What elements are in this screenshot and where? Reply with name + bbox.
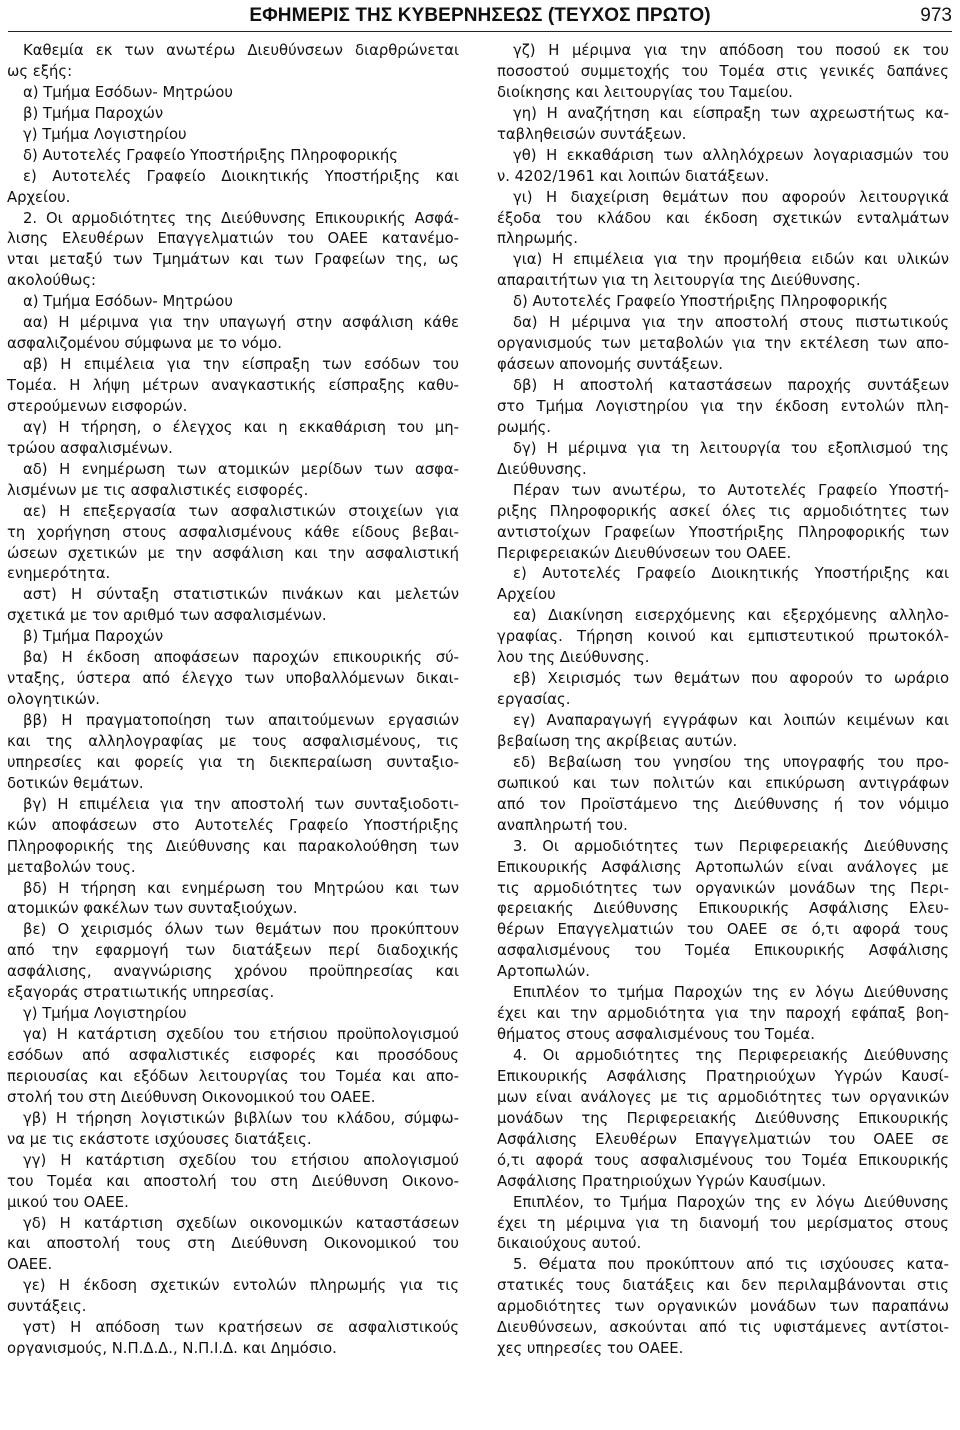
text-line: θήματος στους ασφαλισμένους του Τομέα. <box>497 1026 815 1044</box>
text-line: γβ) Η τήρηση λογιστικών βιβλίων του κλάδου, σύμφω- <box>23 1109 459 1127</box>
text-line: ββ) Η πραγματοποίηση των απαιτούμενων εργασιών <box>23 712 459 729</box>
text-line: από τον Προϊστάμενο της Διεύθυνσης ή τον νόμιμο <box>497 795 949 813</box>
text-line: ε) Αυτοτελές Γραφείο Διοικητικής Υποστήριξης και <box>23 167 459 185</box>
text-line: από την εφαρμογή των διατάξεων περί διαδοχικής <box>7 942 459 960</box>
text-line: διοίκησης και λειτουργίας του Ταμείου. <box>497 83 793 101</box>
text-line: Επιπλέον το τμήμα Παροχών της εν λόγω Διεύθυνσης <box>513 984 949 1002</box>
text-line: δ) Αυτοτελές Γραφείο Υποστήριξης Πληροφορικής <box>513 293 888 311</box>
text-line: δα) Η μέριμνα για την αποστολή στους πιστωτικούς <box>513 314 949 332</box>
text-line: ακολούθως: <box>7 272 97 290</box>
text-line: ρωμής. <box>497 418 551 436</box>
text-line: βε) Ο χειρισμός όλων των θεμάτων που προκύπτουν <box>23 921 459 939</box>
text-line: δ) Αυτοτελές Γραφείο Υποστήριξης Πληροφορικής <box>23 146 398 164</box>
text-line: εβ) Χειρισμός των θεμάτων που αφορούν το ωράριο <box>513 670 949 688</box>
text-line: μικού του ΟΑΕΕ. <box>7 1193 129 1211</box>
text-line: ενημερότητα. <box>7 565 111 583</box>
page-header <box>0 0 960 32</box>
text-line: ασφαλισμένους του Τομέα Επικουρικής Ασφάλισης <box>497 942 949 960</box>
text-line: θέρων Επαγγελματιών του ΟΑΕΕ σε ό,τι αφορά τους <box>497 921 949 939</box>
text-line: γ) Τμήμα Λογιστηρίου <box>23 125 187 143</box>
text-line: εσόδων από ασφαλιστικές εισφορές και προσόδους <box>7 1047 459 1064</box>
text-line: λισμένων με τις ασφαλιστικές εισφορές. <box>7 481 309 499</box>
text-line: αα) Η μέριμνα για την υπαγωγή στην ασφάλιση κάθε <box>23 314 459 332</box>
text-line: εδ) Βεβαίωση του γνησίου της υπογραφής του προ- <box>513 753 949 771</box>
text-line: ασφαλιζομένου σύμφωνα με το νόμο. <box>7 335 283 353</box>
text-line: αναπληρωτή του. <box>497 816 628 834</box>
text-line: ν. 4202/1961 και λοιπών διατάξεων. <box>497 167 770 185</box>
text-line: και της αλληλογραφίας με τους ασφαλισμένους, τις <box>7 732 459 750</box>
text-line: 2. Οι αρμοδιότητες της Διεύθυνσης Επικουρικής Ασφά- <box>23 209 459 227</box>
text-line: φερειακής Διεύθυνσης Επικουρικής Ασφάλισης Ελευ- <box>497 900 949 918</box>
text-line: Ασφάλισης Ελευθέρων Επαγγελματιών του ΟΑΕΕ σε <box>497 1130 949 1148</box>
text-line: Πληροφορικής της Διεύθυνσης και παρακολούθηση των <box>7 837 459 855</box>
text-line: μεταβολών τους. <box>7 858 136 876</box>
text-line: εργασίας. <box>497 691 571 709</box>
right-text-column <box>497 41 949 1360</box>
text-line: γραφίας. Τήρηση κοινού και εμπιστευτικού πρωτοκόλ- <box>497 628 949 646</box>
text-line: νταξης, ύστερα από έλεγχο των υποβαλλόμενων δικαι- <box>7 670 459 688</box>
text-line: γι) Η διαχείριση θεμάτων που αφορούν λειτουργικά <box>513 188 949 206</box>
text-line: Περιφερειακών Διευθύνσεων του ΟΑΕΕ. <box>497 544 792 562</box>
text-line: στο Τμήμα Λογιστηρίου για την έκδοση εντολών πλη- <box>497 397 949 415</box>
text-line: δβ) Η αποστολή καταστάσεων παροχής συντάξεων <box>513 377 949 394</box>
left-text-column <box>7 41 459 1360</box>
text-line: στολή του στη Διεύθυνση Οικονομικού του ΟΑΕΕ. <box>7 1088 376 1106</box>
text-line: μων είναι ανάλογες με τις αρμοδιότητες των οργανικών <box>497 1088 949 1106</box>
text-line: γγ) Η κατάρτιση σχεδίου του ετήσιου απολογισμού <box>23 1151 459 1169</box>
text-line: μονάδων της Περιφερειακής Διεύθυνσης Επικουρικής <box>497 1109 949 1127</box>
text-line: χες υπηρεσίες του ΟΑΕΕ. <box>497 1340 684 1358</box>
text-line: πληρωμής. <box>497 230 579 248</box>
text-line: περιουσίας και εξόδων λειτουργίας του Τομέα και απο- <box>7 1067 459 1085</box>
text-line: έχει και την αρμοδιότητα για την παροχή εφάπαξ βοη- <box>497 1005 949 1023</box>
text-line: βδ) Η τήρηση και ενημέρωση του Μητρώου και των <box>23 879 459 897</box>
text-line: 5. Θέματα που προκύπτουν από τις ισχύουσες κατα- <box>513 1256 949 1274</box>
text-line: γε) Η έκδοση σχετικών εντολών πληρωμής για τις <box>23 1277 459 1295</box>
text-line: σωπικού και των πολιτών και επικύρωση αντιγράφων <box>497 774 949 792</box>
text-line: Επικουρικής Ασφάλισης Πρατηριούχων Υγρών Καυσί- <box>497 1067 949 1085</box>
text-line: του Τομέα και αποστολή του στη Διεύθυνση Οικονο- <box>7 1172 459 1190</box>
text-line: Διευθύνσεων, ασκούνται από τις υφιστάμενες αντίστοι- <box>497 1319 949 1337</box>
text-line: γη) Η αναζήτηση και είσπραξη των αχρεωστήτως κα- <box>513 104 949 122</box>
text-line: α) Τμήμα Εσόδων- Μητρώου <box>23 293 233 311</box>
text-line: εξαγοράς στρατιωτικής υπηρεσίας. <box>7 984 275 1002</box>
text-line: τρώου ασφαλισμένων. <box>7 439 173 457</box>
text-line: Διεύθυνσης. <box>497 460 587 478</box>
text-line: ό,τι αφορά τους ασφαλισμένους του Τομέα Επικουρικής <box>497 1151 949 1169</box>
text-line: αγ) Η τήρηση, ο έλεγχος και η εκκαθάριση του μη- <box>23 418 459 436</box>
text-line: εγ) Αναπαραγωγή εγγράφων και λοιπών κειμένων και <box>513 712 949 729</box>
text-line: ατομικών φακέλων των συνταξιούχων. <box>7 900 298 918</box>
text-line: να με τις εκάστοτε ισχύουσες διατάξεις. <box>7 1130 312 1148</box>
text-line: γ) Τμήμα Λογιστηρίου <box>23 1005 187 1023</box>
text-line: β) Τμήμα Παροχών <box>23 104 164 122</box>
text-line: κών αποφάσεων στο Αυτοτελές Γραφείο Υποστήριξης <box>7 816 459 834</box>
text-line: αβ) Η επιμέλεια για την είσπραξη των εσόδων του <box>23 356 459 374</box>
text-line: γθ) Η εκκαθάριση των αλληλόχρεων λογαριασμών του <box>513 146 949 164</box>
text-line: στερούμενων εισφορών. <box>7 397 188 415</box>
text-line: Ασφάλισης Πρατηριούχων Υγρών Καυσίμων. <box>497 1172 827 1190</box>
text-line: ριξης Πληροφορικής ασκεί όλες τις αρμοδιότητες των <box>497 502 949 520</box>
text-line: και αποστολή τους στη Διεύθυνση Οικονομικού του <box>7 1235 459 1253</box>
text-line: Καθεμία εκ των ανωτέρω Διευθύνσεων διαρθρώνεται <box>23 42 459 59</box>
text-line: αντιστοίχων Γραφείων Υποστήριξης Πληροφορικής των <box>497 523 949 541</box>
text-line: δικαιούχους αυτού. <box>497 1235 642 1253</box>
text-line: ώσεων σχετικών με την ασφάλιση και την ασφαλιστική <box>7 544 459 562</box>
text-line: β) Τμήμα Παροχών <box>23 628 164 646</box>
gazette-title: ΕΦΗΜΕΡΙΣ ΤΗΣ ΚΥΒΕΡΝΗΣΕΩΣ (ΤΕΥΧΟΣ ΠΡΩΤΟ) <box>249 5 711 26</box>
text-line: ποσοστού συμμετοχής του Τομέα στις γενικές δαπάνες <box>497 62 949 80</box>
page-number: 973 <box>920 5 952 26</box>
text-line: λου της Διεύθυνσης. <box>497 649 650 667</box>
text-line: βα) Η έκδοση αποφάσεων παροχών επικουρικής σύ- <box>23 649 459 667</box>
text-line: έχει τη μέριμνα για τη διανομή του μερίσματος στους <box>497 1214 949 1232</box>
text-line: Αρτοπωλών. <box>497 963 590 981</box>
text-line: για) Η επιμέλεια για την προμήθεια ειδών και υλικών <box>513 251 949 269</box>
text-line: τη χορήγηση στους ασφαλισμένους κάθε είδους βεβαι- <box>7 523 459 541</box>
text-line: 4. Οι αρμοδιότητες της Περιφερειακής Διεύθυνσης <box>513 1047 949 1064</box>
text-line: σχετικά με τον αριθμό των ασφαλισμένων. <box>7 607 327 625</box>
text-line: Επιπλέον, το Τμήμα Παροχών της εν λόγω Διεύθυνσης <box>513 1193 949 1211</box>
text-line: λισης Ελευθέρων Επαγγελματιών του ΟΑΕΕ κατανέμο- <box>7 230 459 248</box>
text-line: 3. Οι αρμοδιότητες των Περιφερειακής Διεύθυνσης <box>513 837 949 855</box>
text-line: έξοδα του κλάδου και έκδοση σχετικών ενταλμάτων <box>497 209 949 227</box>
header-divider <box>8 31 952 32</box>
text-line: Αρχείου <box>497 586 556 604</box>
text-line: βγ) Η επιμέλεια για την αποστολή των συνταξιοδοτι- <box>23 795 459 813</box>
text-line: γδ) Η κατάρτιση σχεδίων οικονομικών καταστάσεων <box>23 1214 459 1232</box>
text-line: βεβαίωση της ακρίβειας αυτών. <box>497 732 738 750</box>
text-line: δγ) Η μέριμνα για τη λειτουργία του εξοπλισμού της <box>513 439 949 457</box>
text-line: απαραιτήτων για τη λειτουργία της Διεύθυνσης. <box>497 272 861 290</box>
text-line: τις αρμοδιότητες των οργανικών μονάδων της Περι- <box>497 879 949 897</box>
text-line: Τομέα. Η λήψη μέτρων αναγκαστικής είσπραξης καθυ- <box>7 377 459 394</box>
text-line: ταβληθεισών συντάξεων. <box>497 125 687 143</box>
text-line: Επικουρικής Ασφάλισης Αρτοπωλών είναι ανάλογες με <box>497 858 949 876</box>
text-line: εα) Διακίνηση εισερχόμενης και εξερχόμενης αλληλο- <box>513 607 949 625</box>
text-line: Αρχείου. <box>7 188 71 206</box>
text-line: αρμοδιότητες των οργανικών μονάδων των παραπάνω <box>497 1298 949 1316</box>
text-line: α) Τμήμα Εσόδων- Μητρώου <box>23 83 233 101</box>
text-line: υπηρεσίες και φορείς για τη διεκπεραίωση συνταξιο- <box>7 753 459 771</box>
text-line: γζ) Η μέριμνα για την απόδοση του ποσού εκ του <box>513 42 949 59</box>
text-line: γστ) Η απόδοση των κρατήσεων σε ασφαλιστικούς <box>23 1319 459 1337</box>
text-line: νται μεταξύ των Τμημάτων και των Γραφείων της, ως <box>7 251 459 269</box>
text-line: συντάξεις. <box>7 1298 87 1316</box>
text-line: οργανισμούς των μεταβολών για την εκτέλεση των απο- <box>497 335 949 353</box>
text-line: αστ) Η σύνταξη στατιστικών πινάκων και μελετών <box>23 586 459 604</box>
text-line: αε) Η επεξεργασία των ασφαλιστικών στοιχείων για <box>23 502 459 520</box>
text-line: ε) Αυτοτελές Γραφείο Διοικητικής Υποστήριξης και <box>513 565 949 583</box>
text-line: ολογητικών. <box>7 691 100 709</box>
text-line: αδ) Η ενημέρωση των ατομικών μερίδων των ασφα- <box>23 460 459 478</box>
text-line: οργανισμούς, Ν.Π.Δ.Δ., Ν.Π.Ι.Δ. και Δημόσιο. <box>7 1340 337 1358</box>
text-line: Πέραν των ανωτέρω, το Αυτοτελές Γραφείο Υποστή- <box>513 481 949 499</box>
text-line: γα) Η κατάρτιση σχεδίου του ετήσιου προϋπολογισμού <box>23 1026 459 1044</box>
text-line: ασφάλισης, αναγνώρισης χρόνου προϋπηρεσίας και <box>7 963 459 981</box>
text-line: ΟΑΕΕ. <box>7 1256 53 1274</box>
text-line: φάσεων απονομής συντάξεων. <box>497 356 723 374</box>
text-line: στατικές τους διατάξεις και δεν περιλαμβάνονται στις <box>497 1277 949 1295</box>
text-line: ως εξής: <box>7 62 73 80</box>
text-line: δοτικών θεμάτων. <box>7 774 144 792</box>
